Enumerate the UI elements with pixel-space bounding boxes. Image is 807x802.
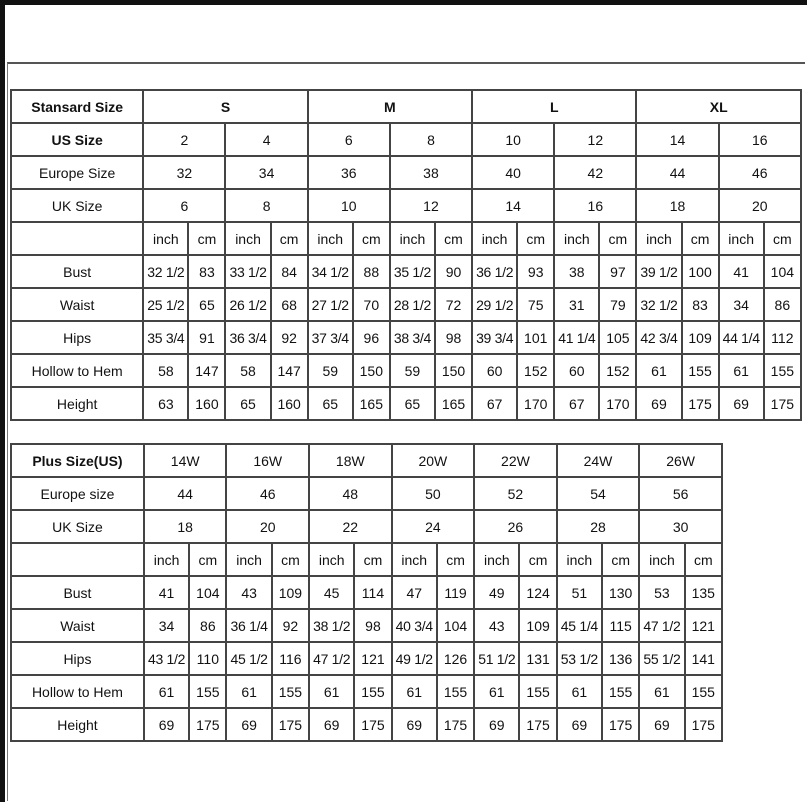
- inch-value: 38 1/2: [309, 609, 354, 642]
- inch-value: 69: [636, 387, 681, 420]
- plus-uk-size-cell: 20: [226, 510, 309, 543]
- plus-us-size-cell: 16W: [226, 444, 309, 477]
- plus-europe-size-cell: 54: [557, 477, 640, 510]
- inch-value: 35 3/4: [143, 321, 188, 354]
- unit-inch: inch: [226, 543, 271, 576]
- cm-value: 112: [764, 321, 801, 354]
- cm-value: 175: [764, 387, 801, 420]
- cm-value: 83: [188, 255, 225, 288]
- inch-value: 61: [474, 675, 519, 708]
- uk-size-cell: 16: [554, 189, 636, 222]
- cm-value: 121: [354, 642, 391, 675]
- cm-value: 155: [519, 675, 556, 708]
- cm-value: 170: [599, 387, 636, 420]
- europe-size-cell: 40: [472, 156, 554, 189]
- inch-value: 53 1/2: [557, 642, 602, 675]
- cm-value: 165: [435, 387, 472, 420]
- plus-uk-size-cell: 28: [557, 510, 640, 543]
- plus-europe-size-cell: 46: [226, 477, 309, 510]
- inch-value: 47 1/2: [639, 609, 684, 642]
- cm-value: 109: [272, 576, 309, 609]
- plus-uk-size-cell: 26: [474, 510, 557, 543]
- inch-value: 61: [392, 675, 437, 708]
- plus-measurement-label: Bust: [11, 576, 144, 609]
- plus-size-header: Plus Size(US): [11, 444, 144, 477]
- unit-inch: inch: [472, 222, 517, 255]
- unit-inch: inch: [144, 543, 189, 576]
- inch-value: 28 1/2: [390, 288, 435, 321]
- unit-inch: inch: [225, 222, 270, 255]
- standard-size-header: Stansard Size: [11, 90, 143, 123]
- inch-value: 69: [309, 708, 354, 741]
- inch-value: 43: [474, 609, 519, 642]
- inch-value: 43: [226, 576, 271, 609]
- us-size-cell: 10: [472, 123, 554, 156]
- inch-value: 34: [719, 288, 764, 321]
- standard-measurement-rows: [11, 255, 801, 420]
- unit-cm: cm: [682, 222, 719, 255]
- inch-value: 29 1/2: [472, 288, 517, 321]
- cm-value: 136: [602, 642, 639, 675]
- inch-value: 59: [308, 354, 353, 387]
- unit-cm: cm: [435, 222, 472, 255]
- plus-europe-size-cell: 52: [474, 477, 557, 510]
- plus-measurement-rows: [11, 576, 722, 741]
- us-size-row: [11, 123, 801, 156]
- cm-value: 175: [519, 708, 556, 741]
- cm-value: 104: [764, 255, 801, 288]
- inch-value: 69: [639, 708, 684, 741]
- inch-value: 61: [639, 675, 684, 708]
- size-group-xl: XL: [636, 90, 801, 123]
- cm-value: 100: [682, 255, 719, 288]
- unit-cm: cm: [517, 222, 554, 255]
- us-size-cell: 4: [225, 123, 307, 156]
- inch-value: 65: [390, 387, 435, 420]
- unit-inch: inch: [636, 222, 681, 255]
- cm-value: 104: [189, 576, 226, 609]
- plus-size-table: [10, 443, 723, 742]
- inch-value: 47: [392, 576, 437, 609]
- plus-unit-row: [11, 543, 722, 576]
- standard-measurement-label: Hips: [11, 321, 143, 354]
- inch-value: 69: [719, 387, 764, 420]
- cm-value: 105: [599, 321, 636, 354]
- inch-value: 51 1/2: [474, 642, 519, 675]
- us-size-cell: 14: [636, 123, 718, 156]
- inch-value: 61: [719, 354, 764, 387]
- plus-measurement-label: Waist: [11, 609, 144, 642]
- plus-us-size-cell: 26W: [639, 444, 722, 477]
- inch-value: 34 1/2: [308, 255, 353, 288]
- inch-value: 69: [226, 708, 271, 741]
- size-group-s: S: [143, 90, 307, 123]
- plus-europe-size-cell: 56: [639, 477, 722, 510]
- cm-value: 116: [272, 642, 309, 675]
- us-size-cell: 6: [308, 123, 390, 156]
- cm-value: 147: [271, 354, 308, 387]
- inch-value: 42 3/4: [636, 321, 681, 354]
- uk-size-cell: 10: [308, 189, 390, 222]
- cm-value: 170: [517, 387, 554, 420]
- inch-value: 61: [144, 675, 189, 708]
- unit-cm: cm: [189, 543, 226, 576]
- uk-size-cell: 6: [143, 189, 225, 222]
- cm-value: 72: [435, 288, 472, 321]
- plus-measurement-label: Hollow to Hem: [11, 675, 144, 708]
- cm-value: 175: [189, 708, 226, 741]
- cm-value: 155: [354, 675, 391, 708]
- cm-value: 65: [188, 288, 225, 321]
- inch-value: 40 3/4: [392, 609, 437, 642]
- cm-value: 175: [272, 708, 309, 741]
- standard-measurement-label: Height: [11, 387, 143, 420]
- cm-value: 88: [353, 255, 390, 288]
- plus-measurement-label: Height: [11, 708, 144, 741]
- inch-value: 32 1/2: [636, 288, 681, 321]
- inch-value: 41: [719, 255, 764, 288]
- size-group-l: L: [472, 90, 636, 123]
- uk-size-cell: 18: [636, 189, 718, 222]
- standard-measurement-row: [11, 387, 801, 420]
- standard-measurement-row: [11, 354, 801, 387]
- inch-value: 69: [144, 708, 189, 741]
- standard-size-table: [10, 89, 802, 421]
- inch-value: 44 1/4: [719, 321, 764, 354]
- inch-value: 45 1/4: [557, 609, 602, 642]
- inch-value: 45 1/2: [226, 642, 271, 675]
- inch-value: 63: [143, 387, 188, 420]
- cm-value: 121: [685, 609, 722, 642]
- inch-value: 47 1/2: [309, 642, 354, 675]
- top-border: [0, 0, 807, 5]
- inch-value: 69: [392, 708, 437, 741]
- plus-measurement-row: [11, 609, 722, 642]
- cm-value: 135: [685, 576, 722, 609]
- europe-size-cell: 36: [308, 156, 390, 189]
- unit-inch: inch: [392, 543, 437, 576]
- cm-value: 155: [189, 675, 226, 708]
- cm-value: 92: [272, 609, 309, 642]
- inch-value: 25 1/2: [143, 288, 188, 321]
- cm-value: 175: [685, 708, 722, 741]
- plus-europe-size-cell: 50: [392, 477, 475, 510]
- cm-value: 141: [685, 642, 722, 675]
- inch-value: 61: [309, 675, 354, 708]
- plus-us-size-cell: 20W: [392, 444, 475, 477]
- plus-measurement-row: [11, 576, 722, 609]
- cm-value: 90: [435, 255, 472, 288]
- unit-row-label: [11, 222, 143, 255]
- plus-measurement-row: [11, 642, 722, 675]
- inch-value: 51: [557, 576, 602, 609]
- uk-size-cell: 8: [225, 189, 307, 222]
- cm-value: 155: [437, 675, 474, 708]
- unit-cm: cm: [353, 222, 390, 255]
- cm-value: 150: [435, 354, 472, 387]
- inch-value: 39 3/4: [472, 321, 517, 354]
- cm-value: 160: [271, 387, 308, 420]
- uk-size-label: UK Size: [11, 189, 143, 222]
- inch-value: 38: [554, 255, 599, 288]
- cm-value: 175: [602, 708, 639, 741]
- europe-size-cell: 32: [143, 156, 225, 189]
- inch-value: 27 1/2: [308, 288, 353, 321]
- inch-value: 60: [554, 354, 599, 387]
- inch-value: 65: [308, 387, 353, 420]
- inch-value: 41 1/4: [554, 321, 599, 354]
- europe-size-label: Europe Size: [11, 156, 143, 189]
- unit-cm: cm: [188, 222, 225, 255]
- cm-value: 96: [353, 321, 390, 354]
- cm-value: 101: [517, 321, 554, 354]
- plus-uk-size-cell: 18: [144, 510, 227, 543]
- inch-value: 58: [143, 354, 188, 387]
- inch-value: 67: [472, 387, 517, 420]
- cm-value: 131: [519, 642, 556, 675]
- inch-value: 49: [474, 576, 519, 609]
- europe-size-cell: 42: [554, 156, 636, 189]
- cm-value: 160: [188, 387, 225, 420]
- unit-cm: cm: [519, 543, 556, 576]
- inch-value: 69: [474, 708, 519, 741]
- cm-value: 155: [602, 675, 639, 708]
- inch-value: 36 1/2: [472, 255, 517, 288]
- inch-value: 36 1/4: [226, 609, 271, 642]
- cm-value: 84: [271, 255, 308, 288]
- inch-value: 43 1/2: [144, 642, 189, 675]
- cm-value: 93: [517, 255, 554, 288]
- cm-value: 92: [271, 321, 308, 354]
- plus-us-size-cell: 22W: [474, 444, 557, 477]
- inch-value: 38 3/4: [390, 321, 435, 354]
- cm-value: 115: [602, 609, 639, 642]
- cm-value: 79: [599, 288, 636, 321]
- europe-size-cell: 46: [719, 156, 801, 189]
- inch-value: 37 3/4: [308, 321, 353, 354]
- inch-value: 39 1/2: [636, 255, 681, 288]
- plus-uk-size-row: [11, 510, 722, 543]
- inch-value: 35 1/2: [390, 255, 435, 288]
- us-size-cell: 16: [719, 123, 801, 156]
- uk-size-row: [11, 189, 801, 222]
- plus-us-size-cell: 24W: [557, 444, 640, 477]
- unit-cm: cm: [685, 543, 722, 576]
- plus-europe-size-cell: 44: [144, 477, 227, 510]
- uk-size-cell: 12: [390, 189, 472, 222]
- plus-europe-size-row: [11, 477, 722, 510]
- standard-measurement-row: [11, 321, 801, 354]
- unit-cm: cm: [272, 543, 309, 576]
- standard-measurement-label: Waist: [11, 288, 143, 321]
- europe-size-cell: 34: [225, 156, 307, 189]
- unit-inch: inch: [557, 543, 602, 576]
- unit-cm: cm: [271, 222, 308, 255]
- unit-inch: inch: [554, 222, 599, 255]
- size-group-m: M: [308, 90, 472, 123]
- cm-value: 155: [685, 675, 722, 708]
- standard-measurement-row: [11, 255, 801, 288]
- inch-value: 34: [144, 609, 189, 642]
- cm-value: 126: [437, 642, 474, 675]
- cm-value: 91: [188, 321, 225, 354]
- inch-value: 60: [472, 354, 517, 387]
- unit-cm: cm: [437, 543, 474, 576]
- left-border: [0, 0, 5, 802]
- unit-inch: inch: [143, 222, 188, 255]
- standard-measurement-label: Hollow to Hem: [11, 354, 143, 387]
- inch-value: 41: [144, 576, 189, 609]
- plus-measurement-label: Hips: [11, 642, 144, 675]
- europe-size-cell: 38: [390, 156, 472, 189]
- europe-size-row: [11, 156, 801, 189]
- cm-value: 155: [764, 354, 801, 387]
- unit-cm: cm: [354, 543, 391, 576]
- plus-us-size-cell: 18W: [309, 444, 392, 477]
- inch-value: 61: [557, 675, 602, 708]
- unit-inch: inch: [390, 222, 435, 255]
- cm-value: 147: [188, 354, 225, 387]
- cm-value: 110: [189, 642, 226, 675]
- inch-value: 65: [225, 387, 270, 420]
- cm-value: 124: [519, 576, 556, 609]
- inch-value: 55 1/2: [639, 642, 684, 675]
- unit-inch: inch: [474, 543, 519, 576]
- inch-value: 69: [557, 708, 602, 741]
- cm-value: 130: [602, 576, 639, 609]
- cm-value: 175: [354, 708, 391, 741]
- unit-inch: inch: [719, 222, 764, 255]
- cm-value: 104: [437, 609, 474, 642]
- cm-value: 150: [353, 354, 390, 387]
- uk-size-cell: 14: [472, 189, 554, 222]
- inch-value: 61: [636, 354, 681, 387]
- unit-cm: cm: [602, 543, 639, 576]
- cm-value: 86: [764, 288, 801, 321]
- cm-value: 109: [682, 321, 719, 354]
- cm-value: 114: [354, 576, 391, 609]
- inch-value: 49 1/2: [392, 642, 437, 675]
- uk-size-cell: 20: [719, 189, 801, 222]
- inch-value: 36 3/4: [225, 321, 270, 354]
- plus-europe-size-cell: 48: [309, 477, 392, 510]
- cm-value: 83: [682, 288, 719, 321]
- europe-size-cell: 44: [636, 156, 718, 189]
- cm-value: 70: [353, 288, 390, 321]
- cm-value: 155: [682, 354, 719, 387]
- cm-value: 98: [435, 321, 472, 354]
- us-size-cell: 12: [554, 123, 636, 156]
- inch-value: 26 1/2: [225, 288, 270, 321]
- plus-uk-size-cell: 30: [639, 510, 722, 543]
- unit-inch: inch: [639, 543, 684, 576]
- inch-value: 58: [225, 354, 270, 387]
- inch-value: 67: [554, 387, 599, 420]
- inch-value: 45: [309, 576, 354, 609]
- plus-uk-size-cell: 22: [309, 510, 392, 543]
- plus-measurement-row: [11, 675, 722, 708]
- cm-value: 98: [354, 609, 391, 642]
- cm-value: 86: [189, 609, 226, 642]
- cm-value: 75: [517, 288, 554, 321]
- inch-value: 59: [390, 354, 435, 387]
- us-size-cell: 8: [390, 123, 472, 156]
- unit-cm: cm: [599, 222, 636, 255]
- plus-europe-size-label: Europe size: [11, 477, 144, 510]
- cm-value: 175: [682, 387, 719, 420]
- cm-value: 175: [437, 708, 474, 741]
- plus-unit-row-label: [11, 543, 144, 576]
- unit-row: [11, 222, 801, 255]
- cm-value: 165: [353, 387, 390, 420]
- cm-value: 155: [272, 675, 309, 708]
- us-size-cell: 2: [143, 123, 225, 156]
- unit-cm: cm: [764, 222, 801, 255]
- inch-value: 31: [554, 288, 599, 321]
- standard-measurement-label: Bust: [11, 255, 143, 288]
- plus-uk-size-cell: 24: [392, 510, 475, 543]
- inch-value: 53: [639, 576, 684, 609]
- plus-uk-size-label: UK Size: [11, 510, 144, 543]
- unit-inch: inch: [309, 543, 354, 576]
- plus-measurement-row: [11, 708, 722, 741]
- inch-value: 61: [226, 675, 271, 708]
- cm-value: 119: [437, 576, 474, 609]
- cm-value: 152: [517, 354, 554, 387]
- inch-value: 32 1/2: [143, 255, 188, 288]
- cm-value: 68: [271, 288, 308, 321]
- cm-value: 109: [519, 609, 556, 642]
- size-group-row: [11, 90, 801, 123]
- cm-value: 152: [599, 354, 636, 387]
- cm-value: 97: [599, 255, 636, 288]
- inch-value: 33 1/2: [225, 255, 270, 288]
- us-size-label: US Size: [11, 123, 143, 156]
- plus-us-size-row: [11, 444, 722, 477]
- unit-inch: inch: [308, 222, 353, 255]
- standard-measurement-row: [11, 288, 801, 321]
- plus-us-size-cell: 14W: [144, 444, 227, 477]
